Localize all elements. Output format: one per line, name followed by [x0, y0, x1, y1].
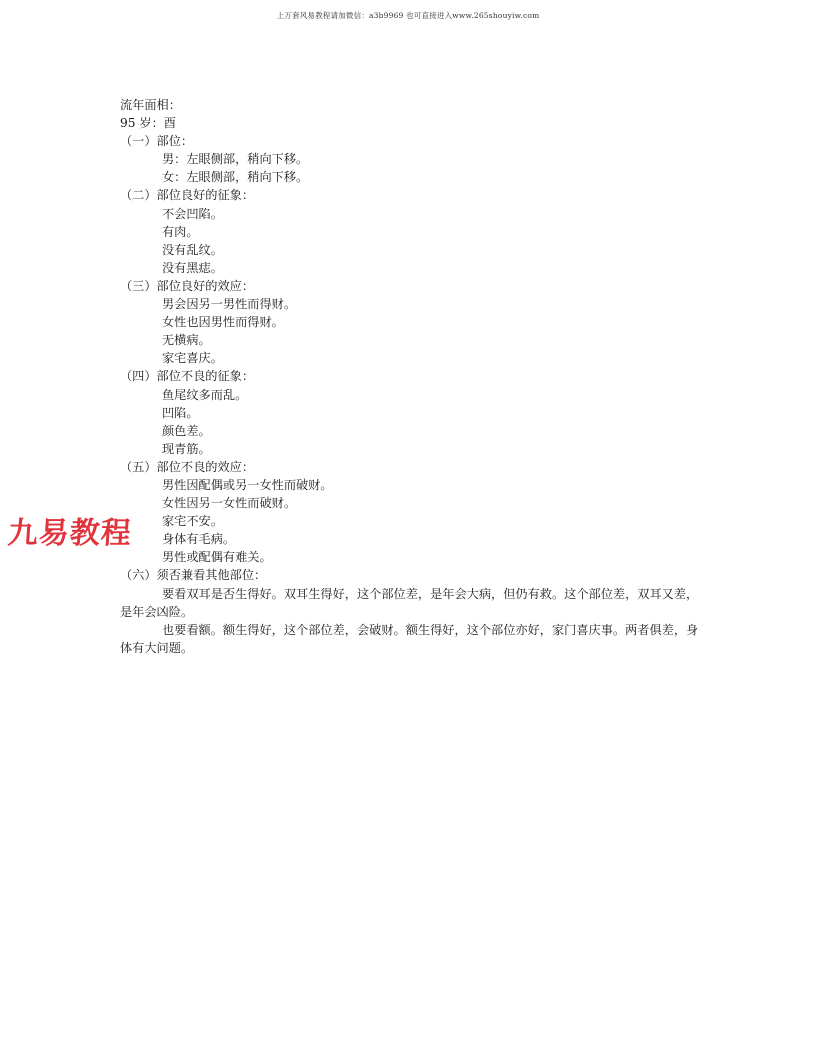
list-item: 男会因另一男性而得财。: [162, 297, 297, 312]
list-item: 无横病。: [162, 333, 211, 348]
age-line: 95 岁：酉: [120, 116, 176, 131]
list-item: 男性因配偶或另一女性而破财。: [162, 477, 333, 492]
section-heading: （四）部位不良的征象：: [120, 369, 255, 384]
list-item: 颜色差。: [162, 423, 211, 438]
document-title: 流年面相：: [120, 98, 181, 112]
list-item: 不会凹陷。: [162, 206, 223, 221]
list-item: 身体有毛病。: [162, 532, 236, 547]
list-item: 没有乱纹。: [162, 242, 223, 257]
paragraph: 要看双耳是否生得好。双耳生得好，这个部位差，是年会大病，但仍有救。这个部位差，双耳又差，是年会凶险。: [120, 586, 699, 619]
list-item: 现青筋。: [162, 441, 211, 456]
section-heading: （一）部位：: [120, 134, 194, 149]
list-item: 有肉。: [162, 224, 199, 239]
list-item: 凹陷。: [162, 405, 199, 420]
list-item: 女性也因男性而得财。: [162, 315, 284, 330]
list-item: 鱼尾纹多而乱。: [162, 387, 248, 402]
list-item: 男：左眼侧部，稍向下移。: [162, 152, 309, 167]
list-item: 家宅喜庆。: [162, 351, 223, 366]
list-item: 男性或配偶有难关。: [162, 550, 272, 565]
section-heading: （三）部位良好的效应：: [120, 278, 255, 293]
section-heading: （六）须否兼看其他部位：: [120, 568, 267, 583]
list-item: 家宅不安。: [162, 514, 223, 529]
document-body: [120, 96, 700, 657]
paragraph: 也要看额。额生得好，这个部位差，会破财。额生得好，这个部位亦好，家门喜庆事。两者俱差，身体有大问题。: [120, 622, 699, 655]
watermark-logo: 九易教程: [6, 516, 133, 551]
page-header: 上万套风易教程请加微信：a3b9969 也可直接进入www.265shouyiw.com: [276, 11, 540, 20]
list-item: 女：左眼侧部，稍向下移。: [162, 170, 309, 185]
section-heading: （二）部位良好的征象：: [120, 188, 255, 203]
list-item: 女性因另一女性而破财。: [162, 496, 297, 511]
list-item: 没有黑痣。: [162, 260, 223, 275]
section-heading: （五）部位不良的效应：: [120, 459, 255, 474]
